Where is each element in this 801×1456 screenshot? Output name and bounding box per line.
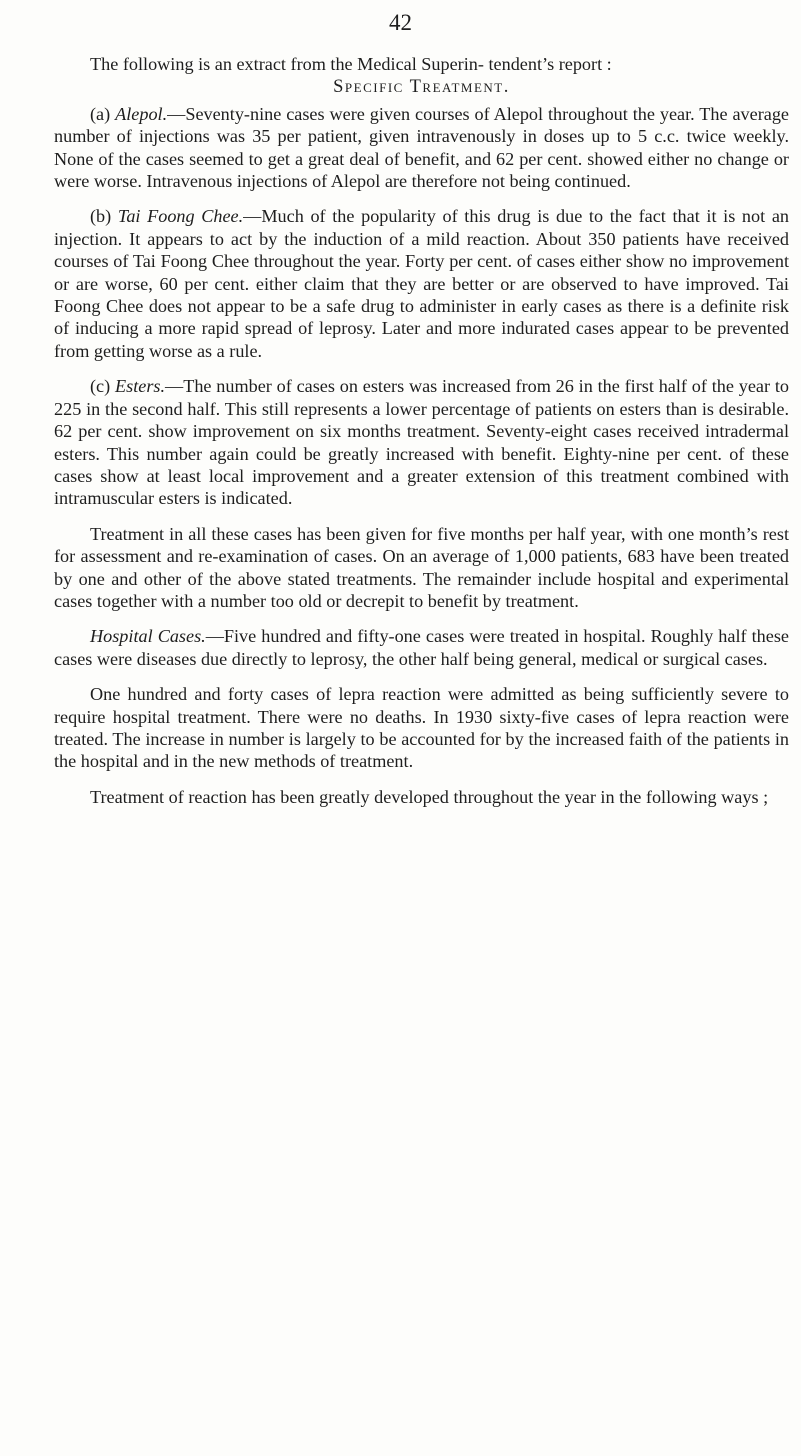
tai-foong-chee-paragraph — [54, 205, 789, 362]
hospital-cases-title: Hospital Cases. — [90, 626, 206, 647]
hospital-cases-body: —Five hundred and fifty-one cases were treated in hospital. Roughly half these cases were diseases due directly to leprosy, the other half being general, medical or surgical cases. — [54, 626, 789, 669]
esters-label: (c) — [90, 376, 111, 397]
section-heading: Specific Treatment. — [333, 77, 510, 98]
intro-paragraph: The following is an extract from the Medical Superin- tendent’s report : — [90, 54, 612, 74]
esters-body: —The number of cases on esters was increased from 26 in the first half of the year to 225 in the second half. This still represents a lower percentage of patients on esters than is desirable. 62 per cent. show improvement on six months treatment. Seventy-eight cases received intradermal esters. This number again could be greatly increased with benefit. Eighty-nine per cent. of these cases show at least local improvement and a greater extension of this treatment combined with intramuscular esters is indicated. — [54, 376, 790, 509]
closing-paragraph: Treatment of reaction has been greatly developed throughout the year in the following ways ; — [90, 786, 769, 807]
alepol-title: Alepol. — [115, 103, 168, 124]
alepol-body: —Seventy-nine cases were given courses of Alepol throughout the year. The average number of injections was 35 per patient, given intravenously in doses up to 5 c.c. twice weekly. None of the cases seemed to get a great deal of benefit, and 62 per cent. showed either no change or were worse. Intravenous injections of Alepol are therefore not being continued. — [54, 103, 789, 192]
tai-foong-chee-title: Tai Foong Chee. — [117, 206, 244, 227]
treatment-paragraph: Treatment in all these cases has been given for five months per half year, with one month’s rest for assessment and re-examination of cases. On an average of 1,000 patients, 683 have been treated by one and other of the above stated treatments. The remainder include hospital and experimental cases together with a number too old or decrepit to benefit by treatment. — [54, 523, 789, 611]
hospital-cases-paragraph — [54, 625, 789, 670]
tai-foong-chee-label: (b) — [90, 206, 112, 227]
alepol-label: (a) — [90, 103, 111, 124]
report-text — [54, 53, 789, 808]
esters-paragraph — [54, 375, 789, 509]
page-number: 42 — [389, 10, 412, 35]
lepra-reaction-paragraph: One hundred and forty cases of lepra reaction were admitted as being sufficiently severe to require hospital treatment. There were no deaths. In 1930 sixty-five cases of lepra reaction were treated. The increase in number is largely to be accounted for by the increased faith of the patients in the hospital and in the new methods of treatment. — [54, 684, 789, 772]
tai-foong-chee-body: —Much of the popularity of this drug is due to the fact that it is not an injection. It appears to act by the induction of a mild reaction. About 350 patients have received courses of Tai Foong Chee throughout the year. Forty per cent. of cases either show no improvement or are worse, 60 per cent. either claim that they are better or are observed to have improved. Tai Foong Chee does not appear to be a safe drug to administer in early cases as there is a definite risk of inducing a more rapid spread of leprosy. Later and more indurated cases appear to be prevented from getting worse as a rule. — [54, 206, 789, 361]
alepol-paragraph — [54, 103, 789, 193]
esters-title: Esters. — [115, 376, 166, 397]
